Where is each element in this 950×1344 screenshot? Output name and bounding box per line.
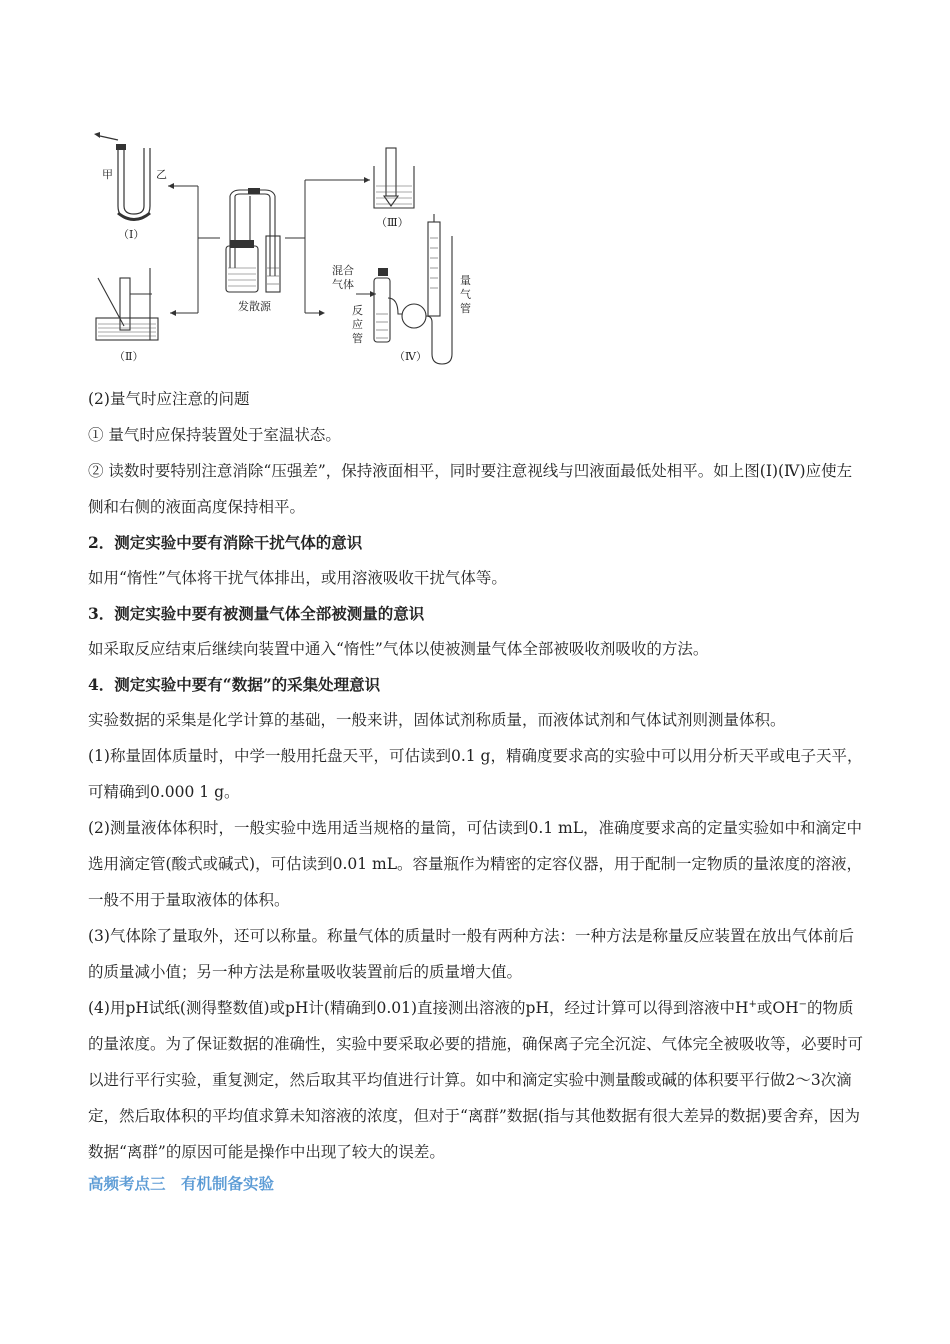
paragraph: (1)称量固体质量时，中学一般用托盘天平，可估读到0.1 g，精确度要求高的实验中可以用分析天平或电子天平，可精确到0.000 1 g。 [88,747,863,801]
superscript: − [798,998,808,1010]
paragraph: 如采取反应结束后继续向装置中通入“惰性”气体以使被测量气体全部被吸收剂吸收的方法。 [88,639,709,658]
heading: 3．测定实验中要有被测量气体全部被测量的意识 [88,604,425,623]
paragraph: ① 量气时应保持装置处于室温状态。 [88,425,341,444]
superscript: + [748,998,757,1010]
heading: 4．测定实验中要有“数据”的采集处理意识 [88,675,381,694]
heading: 2．测定实验中要有消除干扰气体的意识 [88,533,363,552]
label-mixed-2: 气体 [332,278,354,291]
paragraph-ph [88,990,863,1170]
label-I: （Ⅰ） [118,228,145,241]
label-II: （Ⅱ） [114,350,144,363]
label-mixed-1: 混合 [332,264,354,277]
paragraph: 如用“惰性”气体将干扰气体排出，或用溶液吸收干扰气体等。 [88,568,507,587]
label-IV: （Ⅳ） [394,350,427,363]
label-source: 发散源 [238,300,271,313]
text-run: 的物质的量浓度。为了保证数据的准确性，实验中要采取必要的措施，确保离子完全沉淀、气体完全被吸收等，必要时可以进行平行实验，重复测定，然后取其平均值进行计算。如中和滴定实验中测量酸或碱的体积要平行做2～3次滴定，然后取体积的平均值求算未知溶液的浓度，但对于“离群”数据(指与其他数据有很大差异的数据)要舍弃，因为数据“离群”的原因可能是操作中出现了较大的误差。 [88,999,864,1161]
label-reaction-3: 管 [352,332,363,345]
label-III: （Ⅲ） [376,216,409,229]
label-gas-2: 气 [460,288,471,301]
section-title: 高频考点三 有机制备实验 [88,1175,275,1193]
label-gas-1: 量 [460,274,471,287]
beaker-icon [374,148,414,208]
label-reaction-2: 应 [352,318,363,331]
gas-burette-icon [356,214,452,364]
text-run: (4)用pH试纸(测得整数值)或pH计(精确到0.01)直接测出溶液的pH，经过计算可以得到溶液中H [88,999,749,1017]
trough-icon [96,268,158,340]
apparatus-svg [80,118,480,378]
label-gas-3: 管 [460,302,471,315]
paragraph: (3)气体除了量取外，还可以称量。称量气体的质量时一般有两种方法：一种方法是称量反应装置在放出气体前后的质量减小值；另一种方法是称量吸收装置前后的质量增大值。 [88,927,854,981]
label-reaction-1: 反 [352,304,363,317]
label-yi: 乙 [156,168,167,181]
document-body [88,382,863,1170]
paragraph: (2)测量液体体积时，一般实验中选用适当规格的量筒，可估读到0.1 mL，准确度要求高的定量实验如中和滴定中选用滴定管(酸式或碱式)，可估读到0.01 mL。容量瓶作为精密的定容仪器，用于配制一定物质的量浓度的溶液，一般不用于量取液体的体积。 [88,819,863,909]
paragraph: (2)量气时应注意的问题 [88,390,250,408]
paragraph: 实验数据的采集是化学计算的基础，一般来讲，固体试剂称质量，而液体试剂和气体试剂则测量体积。 [88,710,786,729]
text-run: 或OH [756,999,799,1017]
apparatus-diagram [80,118,480,378]
paragraph: ② 读数时要特别注意消除“压强差”，保持液面相平，同时要注意视线与凹液面最低处相平。如上图(Ⅰ)(Ⅳ)应使左侧和右侧的液面高度保持相平。 [88,462,853,516]
label-jia: 甲 [102,168,113,181]
